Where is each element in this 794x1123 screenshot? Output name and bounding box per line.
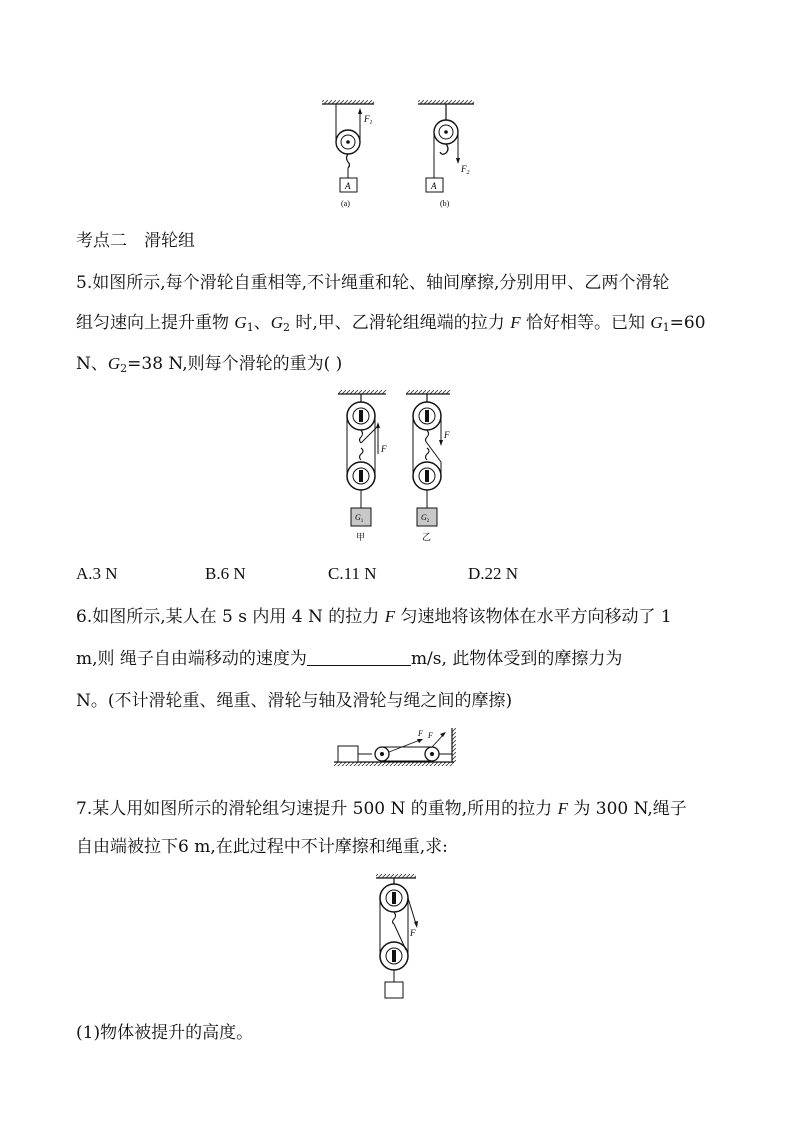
q7-line-2: 自由端被拉下6 m,在此过程中不计摩擦和绳重,求: [76,837,448,857]
a-caption: (a) [341,199,350,208]
b-block-label: A [431,181,437,191]
pulley-group-jia [338,390,386,526]
jia-caption: 甲 [356,532,366,542]
q5-line-3: N、$G_2=38$ N,则每个滑轮的重为( ) [76,354,343,375]
q6-line-1: 6.如图所示,某人在 5 s 内用 4 N 的拉力 F 匀速地将该物体在水平方向移动了 1 [76,607,672,627]
yi-block-label: $G_2$ [421,513,430,524]
q5-pulley-figure [330,386,460,546]
figure-b [418,100,474,192]
q7-line-1: 7.某人用如图所示的滑轮组匀速提升 500 N 的重物,所用的拉力 F 为 300 N,绳子 [76,799,687,819]
section-title: 考点二 滑轮组 [76,231,195,251]
q5-option-d: D.22 N [468,564,519,583]
q5-line-1: 5.如图所示,每个滑轮自重相等,不计绳重和轮、轴间摩擦,分别用甲、乙两个滑轮 [76,273,670,293]
q5-option-b: B.6 N [205,564,246,583]
pulley-figure-ab [316,96,478,211]
q6-answer-blank[interactable] [307,649,411,666]
q5-line-2: 组匀速向上提升重物 $G_1$、$G_2$ 时,甲、乙滑轮组绳端的拉力 F 恰好相等。已知 $G_1=60$ [76,313,706,334]
pulley-group-yi [406,390,450,526]
q7-subquestion-1: (1)物体被提升的高度。 [76,1023,254,1043]
yi-force-label: F [444,430,450,440]
q5-option-a: A.3 N [76,564,118,583]
q6-line-3: N。(不计滑轮重、绳重、滑轮与轴及滑轮与绳之间的摩擦) [76,691,513,711]
b-caption: (b) [440,199,450,208]
yi-caption: 乙 [422,532,432,542]
jia-block-label: $G_1$ [355,513,364,524]
a-block-label: A [345,181,351,191]
q6-force-label-2: F [428,731,433,740]
q5-option-c: C.11 N [328,564,377,583]
q6-line-2: m,则 绳子自由端移动的速度为 m/s, 此物体受到的摩擦力为 [76,649,623,669]
a-force-label: $F_1$ [364,114,373,126]
q6-horizontal-pulley-figure [332,724,462,770]
q7-force-label: F [410,928,416,938]
jia-force-label: F [381,444,387,454]
b-force-label: $F_2$ [461,164,470,176]
q6-force-label-1: F [418,729,423,738]
q7-pulley-figure [370,870,430,1002]
